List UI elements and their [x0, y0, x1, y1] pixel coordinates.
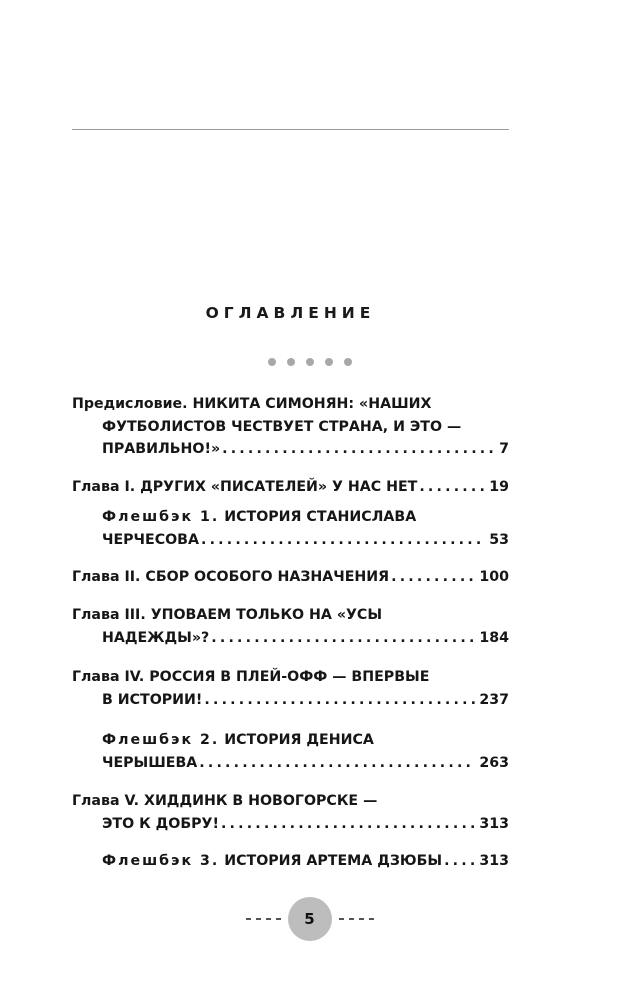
- footer-dash: [256, 918, 261, 920]
- ornament-dot: [344, 358, 352, 366]
- entry-prefix: Флешбэк 3.: [102, 853, 220, 869]
- entry-title-line: СБОР ОСОБОГО НАЗНАЧЕНИЯ: [145, 569, 390, 585]
- toc-entry-chapter-2[interactable]: [72, 566, 509, 589]
- top-divider: [72, 129, 509, 130]
- ornament-dot: [325, 358, 333, 366]
- ornament-dot: [306, 358, 314, 366]
- toc-entry-chapter-1[interactable]: [72, 476, 509, 499]
- entry-title-line: В ИСТОРИИ!: [102, 691, 203, 708]
- toc-entry-chapter-4[interactable]: [72, 666, 509, 711]
- entry-title-line: ЭТО К ДОБРУ!: [102, 815, 219, 832]
- entry-page-number: 19: [489, 479, 509, 495]
- entry-page-number: 313: [479, 815, 509, 832]
- dot-leader: [444, 850, 475, 873]
- dot-leader: [391, 566, 475, 589]
- ornament-dot: [268, 358, 276, 366]
- page-footer: [0, 896, 619, 942]
- entry-title-line: УПОВАЕМ ТОЛЬКО НА «УСЫ: [150, 607, 383, 623]
- entry-page-number: 7: [499, 441, 509, 457]
- toc-entry-flashback-1[interactable]: [102, 506, 509, 551]
- footer-dashes-right: [339, 918, 374, 920]
- toc-entry-flashback-2[interactable]: [102, 729, 509, 774]
- entry-title-line: ФУТБОЛИСТОВ ЧЕСТВУЕТ СТРАНА, И ЭТО —: [102, 418, 462, 435]
- entry-title-line: НАДЕЖДЫ»?: [102, 629, 210, 646]
- footer-dash: [349, 918, 354, 920]
- entry-prefix: Глава V.: [72, 793, 140, 809]
- dot-leader: [204, 689, 475, 712]
- dot-leader: [199, 752, 475, 775]
- entry-prefix: Флешбэк 2.: [102, 732, 220, 748]
- entry-title-line: ИСТОРИЯ СТАНИСЛАВА: [224, 509, 417, 525]
- toc-entry-flashback-3[interactable]: [102, 850, 509, 873]
- footer-dash: [369, 918, 374, 920]
- toc-entry-chapter-5[interactable]: [72, 790, 509, 835]
- entry-prefix: Глава I.: [72, 479, 136, 495]
- toc-heading: ОГЛАВЛЕНИЕ: [205, 304, 376, 322]
- page-number: 5: [304, 910, 315, 928]
- dot-leader: [221, 813, 475, 836]
- entry-title-line: ДРУГИХ «ПИСАТЕЛЕЙ» У НАС НЕТ: [140, 479, 418, 495]
- entry-title-line: ЧЕРЧЕСОВА: [102, 531, 199, 548]
- ornament-dot: [287, 358, 295, 366]
- entry-page-number: 263: [479, 754, 509, 771]
- entry-prefix: Глава II.: [72, 569, 141, 585]
- dot-leader: [222, 438, 495, 461]
- entry-title-line: ПРАВИЛЬНО!»: [102, 441, 221, 457]
- entry-page-number: 100: [479, 569, 509, 585]
- entry-prefix: Флешбэк 1.: [102, 509, 220, 525]
- dot-leader: [211, 627, 475, 650]
- entry-title-line: ЧЕРЫШЕВА: [102, 754, 198, 771]
- page-number-badge: [288, 897, 332, 941]
- footer-dash: [339, 918, 344, 920]
- footer-dashes-left: [246, 918, 281, 920]
- footer-dash: [246, 918, 251, 920]
- entry-title-line: НИКИТА СИМОНЯН: «НАШИХ: [192, 396, 432, 412]
- entry-title-line: ИСТОРИЯ ДЕНИСА: [224, 732, 374, 748]
- entry-page-number: 237: [479, 691, 509, 708]
- entry-page-number: 184: [479, 629, 509, 646]
- entry-prefix: Предисловие.: [72, 396, 188, 412]
- entry-title-line: ИСТОРИЯ АРТЕМА ДЗЮБЫ: [224, 853, 443, 869]
- entry-title-line: РОССИЯ В ПЛЕЙ-ОФФ — ВПЕРВЫЕ: [149, 669, 430, 685]
- footer-dash: [266, 918, 271, 920]
- dot-leader: [201, 529, 485, 552]
- toc-entry-preface[interactable]: [72, 393, 509, 461]
- dot-leader: [419, 476, 485, 499]
- footer-dash: [359, 918, 364, 920]
- toc-entry-chapter-3[interactable]: [72, 604, 509, 649]
- entry-page-number: 53: [489, 531, 509, 548]
- entry-title-line: ХИДДИНК В НОВОГОРСКЕ —: [144, 793, 378, 809]
- entry-prefix: Глава III.: [72, 607, 146, 623]
- footer-dash: [276, 918, 281, 920]
- entry-page-number: 313: [479, 853, 509, 869]
- entry-prefix: Глава IV.: [72, 669, 145, 685]
- ornament-dots: [0, 358, 619, 366]
